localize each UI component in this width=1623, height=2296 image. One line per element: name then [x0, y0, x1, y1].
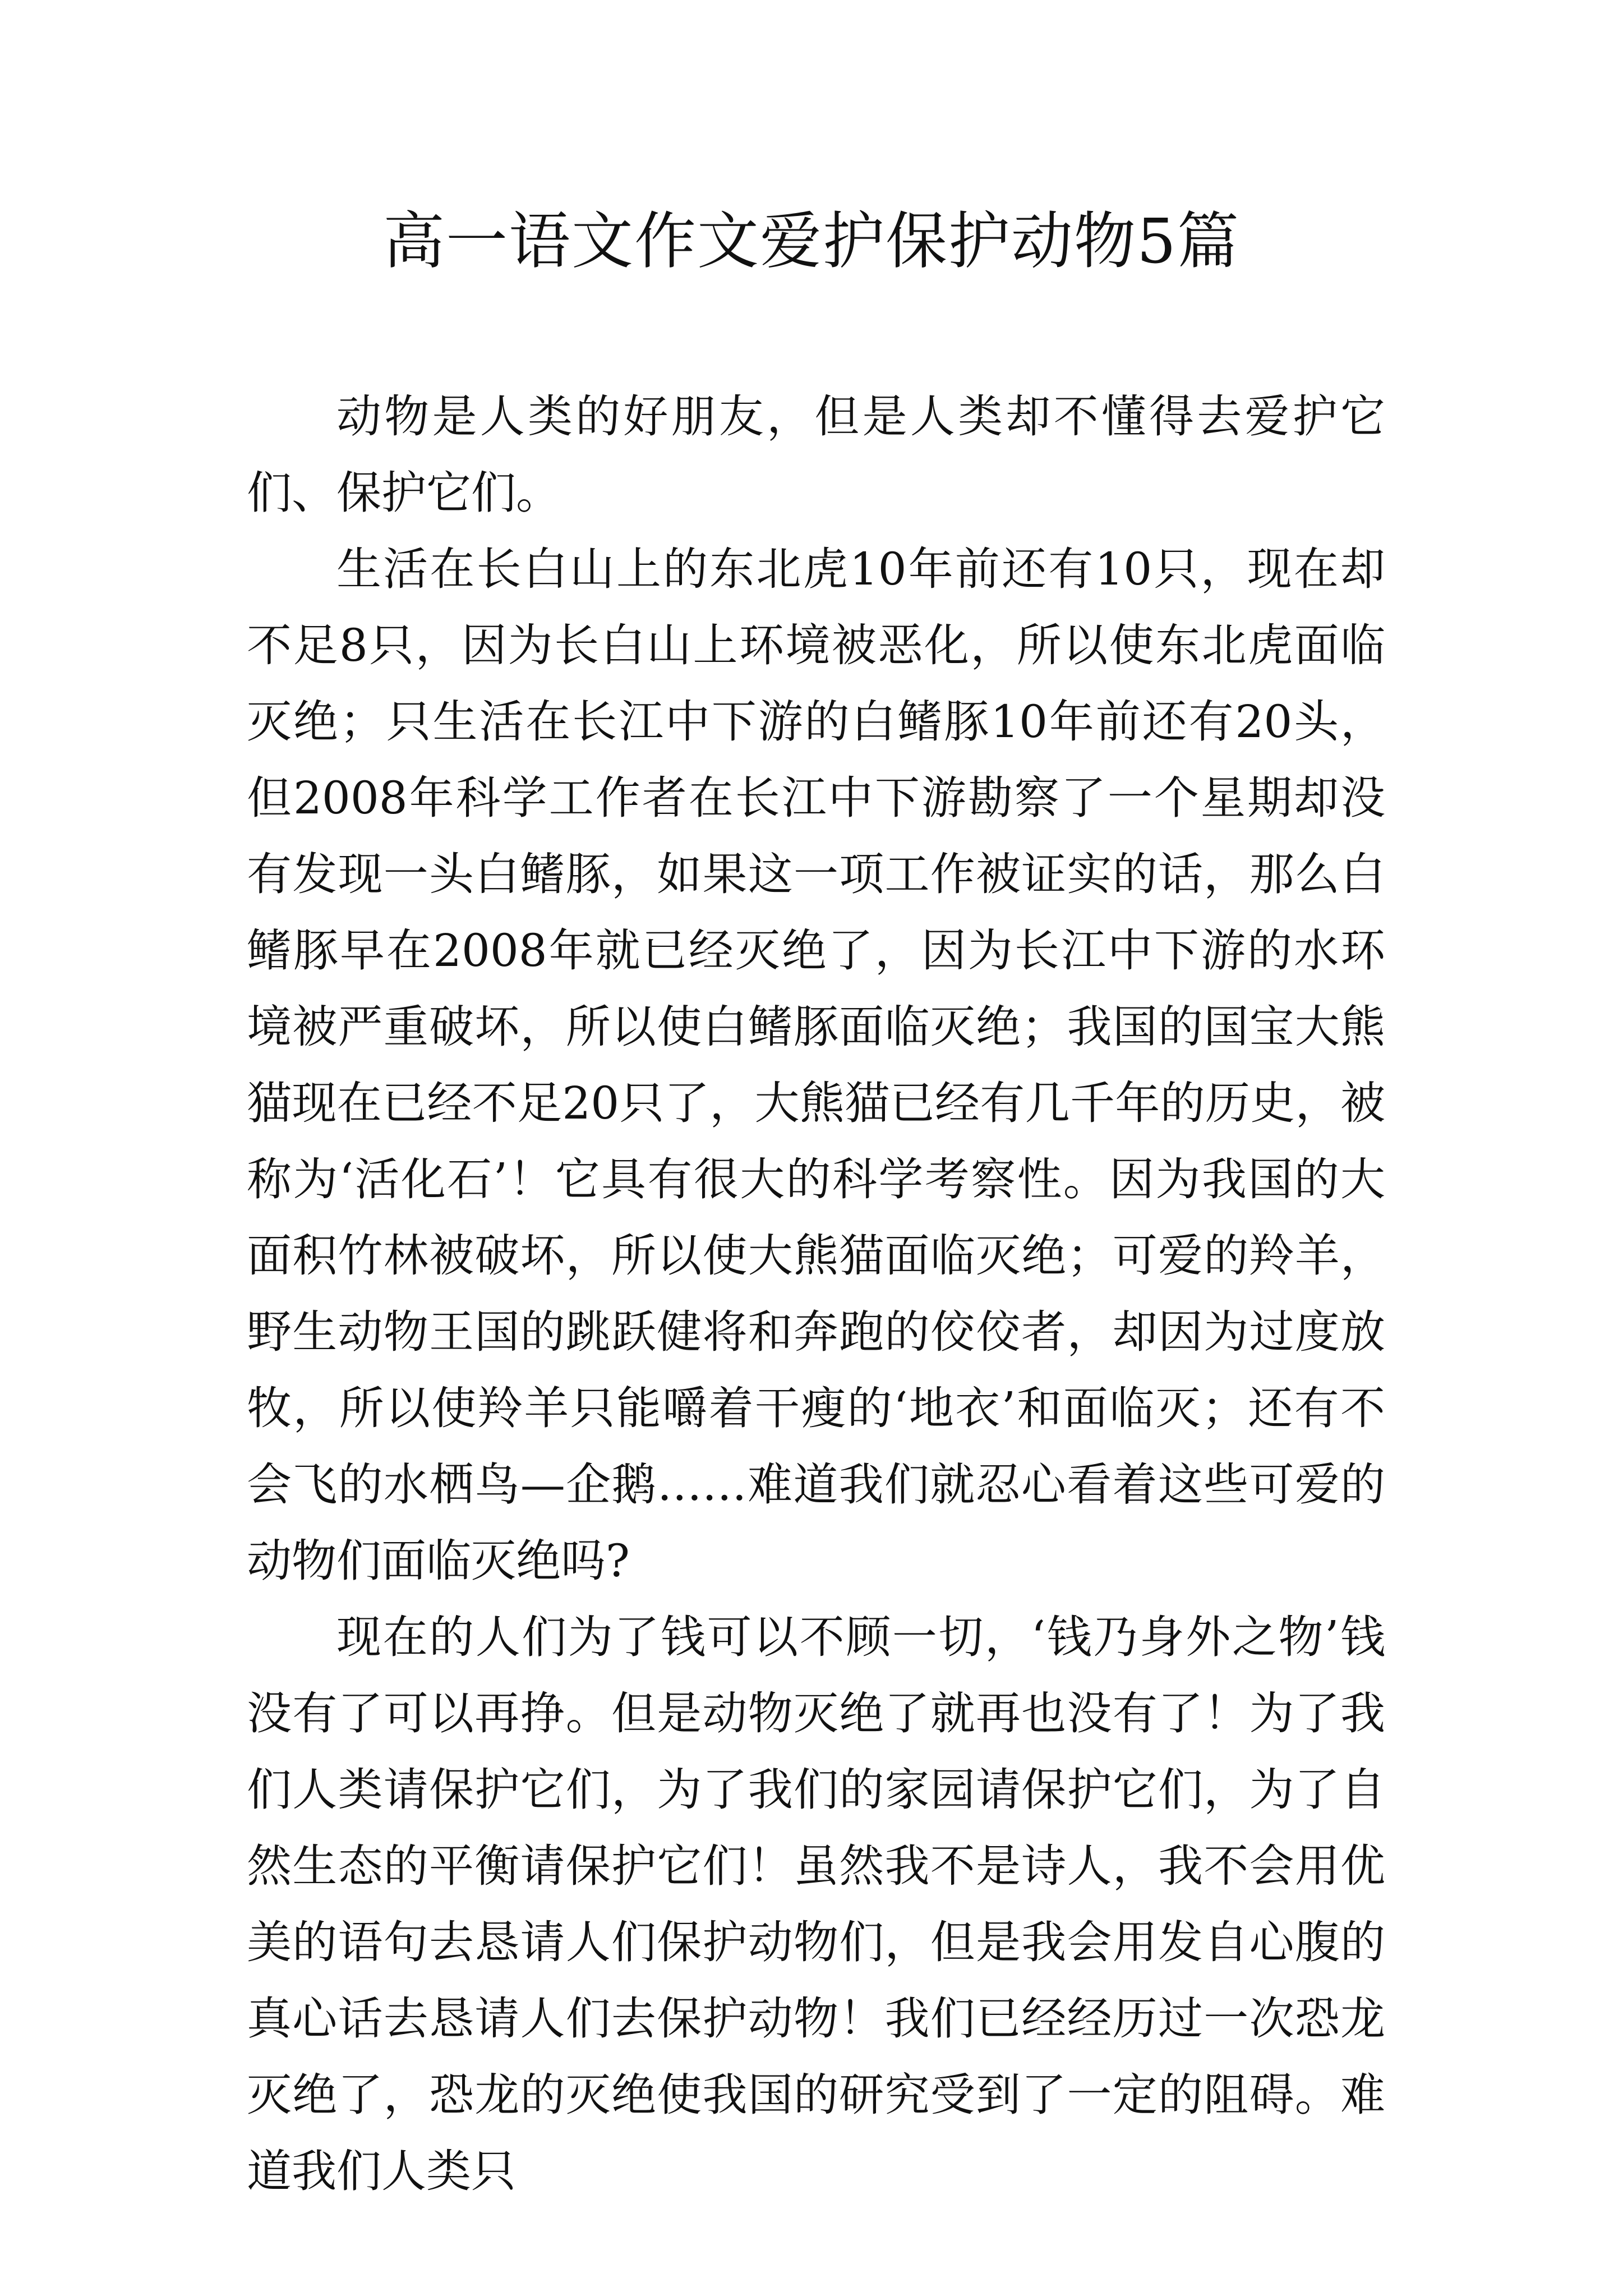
paragraph-intro: 动物是人类的好朋友，但是人类却不懂得去爱护它们、保护它们。	[247, 390, 1385, 519]
document-body	[247, 379, 1385, 2210]
document-title: 高一语文作文爱护保护动物5篇	[383, 205, 1240, 277]
paragraph-endangered-animals: 生活在长白山上的东北虎10年前还有10只，现在却不足8只，因为长白山上环境被恶化，所以使东北虎面临灭绝；只生活在长江中下游的白鳍豚10年前还有20头，但2008年科学工作者在长江中下游勘察了一个星期却没有发现一头白鳍豚，如果这一项工作被证实的话，那么白鳍豚早在2008年就已经灭绝了，因为长江中下游的水环境被严重破坏，所以使白鳍豚面临灭绝；我国的国宝大熊猫现在已经不足20只了，大熊猫已经有几千年的历史，被称为‘活化石’！它具有很大的科学考察性。因为我国的大面积竹林被破坏，所以使大熊猫面临灭绝；可爱的羚羊，野生动物王国的跳跃健将和奔跑的佼佼者，却因为过度放牧，所以使羚羊只能嚼着干瘦的‘地衣’和面临灭；还有不会飞的水栖鸟—企鹅……难道我们就忍心看着这些可爱的动物们面临灭绝吗?	[247, 543, 1385, 1587]
paragraph-appeal: 现在的人们为了钱可以不顾一切，‘钱乃身外之物’钱没有了可以再挣。但是动物灭绝了就再也没有了！为了我们人类请保护它们，为了我们的家园请保护它们，为了自然生态的平衡请保护它们！虽然我不是诗人，我不会用优美的语句去恳请人们保护动物们，但是我会用发自心腹的真心话去恳请人们去保护动物！我们已经经历过一次恐龙灭绝了，恐龙的灭绝使我国的研究受到了一定的阻碍。难道我们人类只	[247, 1611, 1385, 2197]
